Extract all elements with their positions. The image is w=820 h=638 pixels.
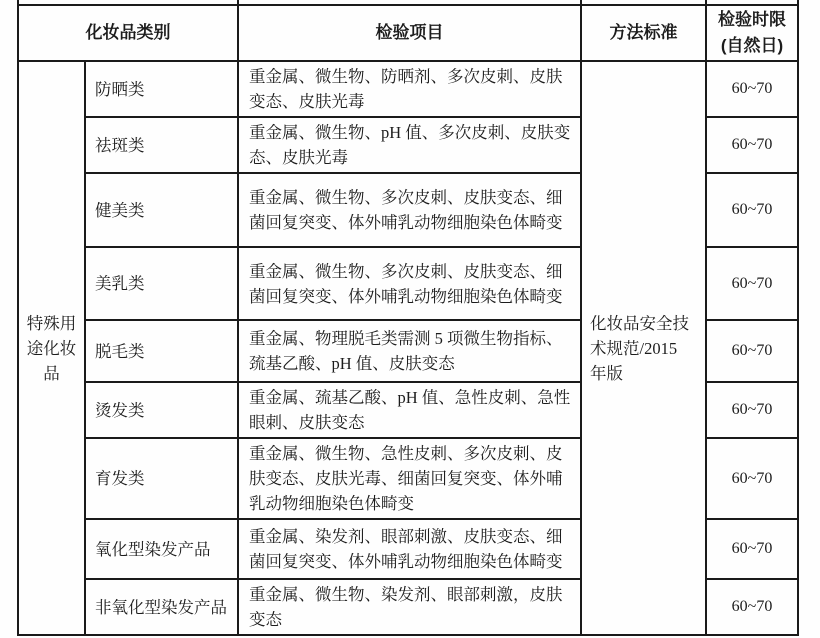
limit-cell: 60~70 bbox=[706, 382, 798, 438]
category-cell: 非氧化型染发产品 bbox=[85, 579, 238, 635]
items-cell: 重金属、微生物、染发剂、眼部刺激，皮肤变态 bbox=[238, 579, 581, 635]
category-cell: 脱毛类 bbox=[85, 320, 238, 382]
category-cell: 烫发类 bbox=[85, 382, 238, 438]
items-cell: 重金属、染发剂、眼部刺激、皮肤变态、细菌回复突变、体外哺乳动物细胞染色体畸变 bbox=[238, 519, 581, 579]
limit-cell: 60~70 bbox=[706, 519, 798, 579]
header-limit-line2: (自然日) bbox=[720, 36, 784, 55]
limit-cell: 60~70 bbox=[706, 438, 798, 519]
header-items: 检验项目 bbox=[238, 5, 581, 61]
items-cell: 重金属、巯基乙酸、pH 值、急性皮刺、急性眼刺、皮肤变态 bbox=[238, 382, 581, 438]
header-standard: 方法标准 bbox=[581, 5, 706, 61]
items-cell: 重金属、微生物、多次皮刺、皮肤变态、细菌回复突变、体外哺乳动物细胞染色体畸变 bbox=[238, 247, 581, 320]
items-cell: 重金属、微生物、多次皮刺、皮肤变态、细菌回复突变、体外哺乳动物细胞染色体畸变 bbox=[238, 173, 581, 247]
inspection-table bbox=[17, 0, 799, 636]
category-cell: 美乳类 bbox=[85, 247, 238, 320]
limit-cell: 60~70 bbox=[706, 579, 798, 635]
category-cell: 氧化型染发产品 bbox=[85, 519, 238, 579]
category-cell: 健美类 bbox=[85, 173, 238, 247]
category-cell: 防晒类 bbox=[85, 61, 238, 117]
limit-cell: 60~70 bbox=[706, 320, 798, 382]
limit-cell: 60~70 bbox=[706, 247, 798, 320]
limit-cell: 60~70 bbox=[706, 117, 798, 173]
limit-cell: 60~70 bbox=[706, 61, 798, 117]
items-cell: 重金属、微生物、防晒剂、多次皮刺、皮肤变态、皮肤光毒 bbox=[238, 61, 581, 117]
limit-cell: 60~70 bbox=[706, 173, 798, 247]
category-cell: 祛斑类 bbox=[85, 117, 238, 173]
category-cell: 育发类 bbox=[85, 438, 238, 519]
category-group-cell: 特殊用途化妆品 bbox=[18, 61, 85, 635]
method-standard-cell: 化妆品安全技术规范/2015 年版 bbox=[581, 61, 706, 635]
header-limit-line1: 检验时限 bbox=[718, 10, 786, 29]
items-cell: 重金属、物理脱毛类需测 5 项微生物指标、巯基乙酸、pH 值、皮肤变态 bbox=[238, 320, 581, 382]
header-category: 化妆品类别 bbox=[18, 5, 238, 61]
items-cell: 重金属、微生物、pH 值、多次皮刺、皮肤变态、皮肤光毒 bbox=[238, 117, 581, 173]
table-row bbox=[18, 61, 798, 117]
items-cell: 重金属、微生物、急性皮刺、多次皮刺、皮肤变态、皮肤光毒、细菌回复突变、体外哺乳动物细胞染色体畸变 bbox=[238, 438, 581, 519]
table-header-row bbox=[18, 5, 798, 61]
header-limit bbox=[706, 5, 798, 61]
